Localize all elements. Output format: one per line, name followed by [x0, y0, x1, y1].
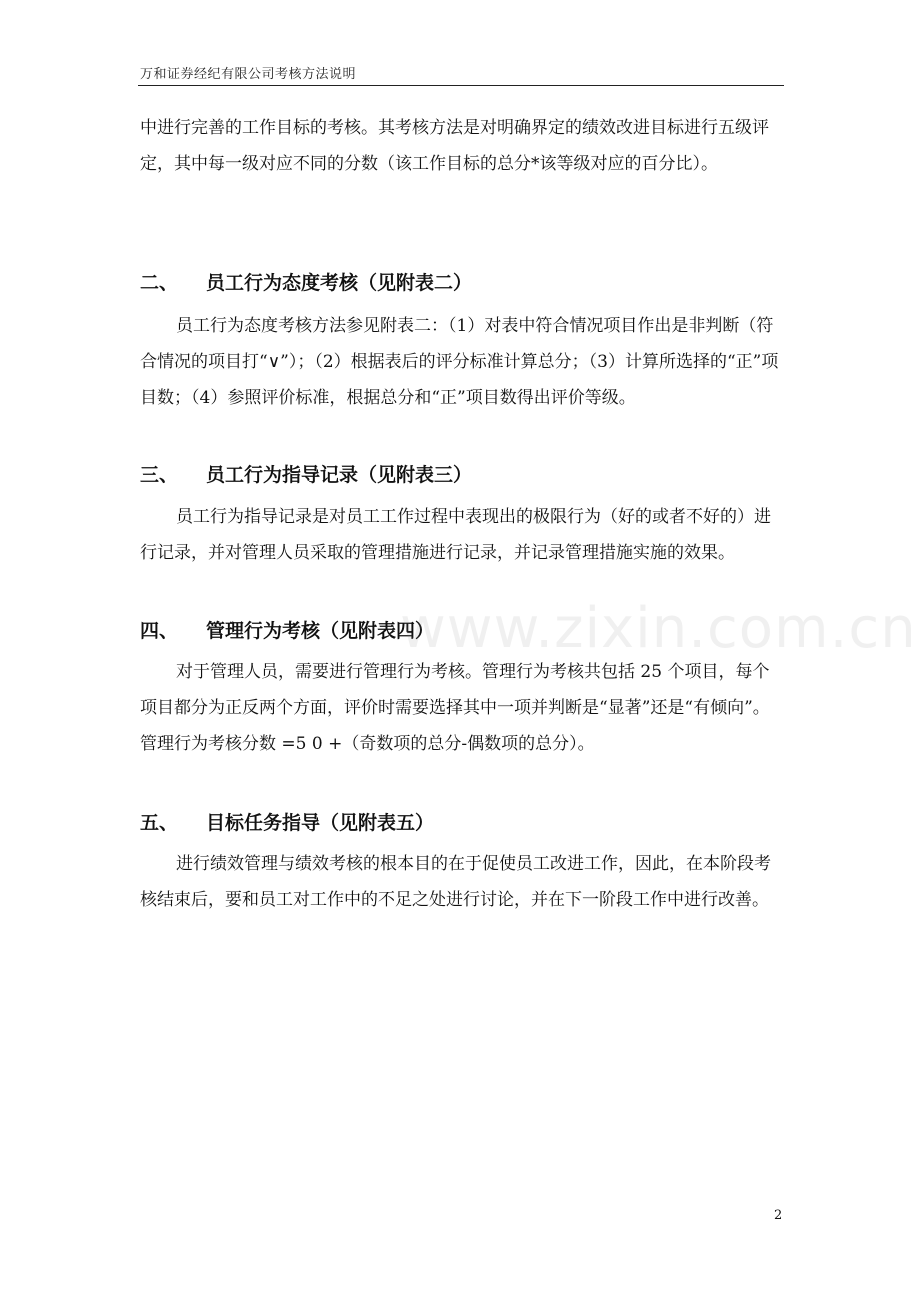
section-body-2: 员工行为态度考核方法参见附表二：（1）对表中符合情况项目作出是非判断（符合情况的项目打“∨”）；（2）根据表后的评分标准计算总分；（3）计算所选择的“正”项目数；（4）参照评价标准，根据总分和“正”项目数得出评价等级。: [140, 316, 779, 408]
section-number: 四、: [140, 620, 179, 642]
section-number: 三、: [140, 464, 179, 486]
page-header-title: 万和证券经纪有限公司考核方法说明: [140, 67, 357, 82]
section-title: 管理行为考核（见附表四）: [206, 620, 435, 642]
header-divider: [138, 85, 784, 86]
section-heading-3: [140, 460, 472, 487]
section-body-4: 对于管理人员，需要进行管理行为考核。管理行为考核共包括 25 个项目，每个项目都分为正反两个方面，评价时需要选择其中一项并判断是“显著”还是“有倾向”。管理行为考核分数 =5 0 +（奇数项的总分-偶数项的总分）。: [140, 662, 770, 754]
section-heading-2: [140, 268, 472, 295]
section-number: 五、: [140, 812, 179, 834]
page-number: 2: [774, 1208, 783, 1223]
watermark-text: www.zixin.com.cn: [400, 596, 917, 661]
section-title: 员工行为态度考核（见附表二）: [206, 272, 473, 294]
section-heading-5: [140, 808, 434, 835]
section-body-3: 员工行为指导记录是对员工工作过程中表现出的极限行为（好的或者不好的）进行记录，并对管理人员采取的管理措施进行记录，并记录管理措施实施的效果。: [140, 507, 771, 563]
intro-paragraph: 中进行完善的工作目标的考核。其考核方法是对明确界定的绩效改进目标进行五级评定，其中每一级对应不同的分数（该工作目标的总分*该等级对应的百分比）。: [140, 118, 769, 174]
section-number: 二、: [140, 272, 179, 294]
section-heading-4: [140, 616, 434, 643]
section-body-5: 进行绩效管理与绩效考核的根本目的在于促使员工改进工作，因此，在本阶段考核结束后，要和员工对工作中的不足之处进行讨论，并在下一阶段工作中进行改善。: [140, 854, 771, 910]
section-title: 员工行为指导记录（见附表三）: [206, 464, 473, 486]
section-title: 目标任务指导（见附表五）: [206, 812, 435, 834]
